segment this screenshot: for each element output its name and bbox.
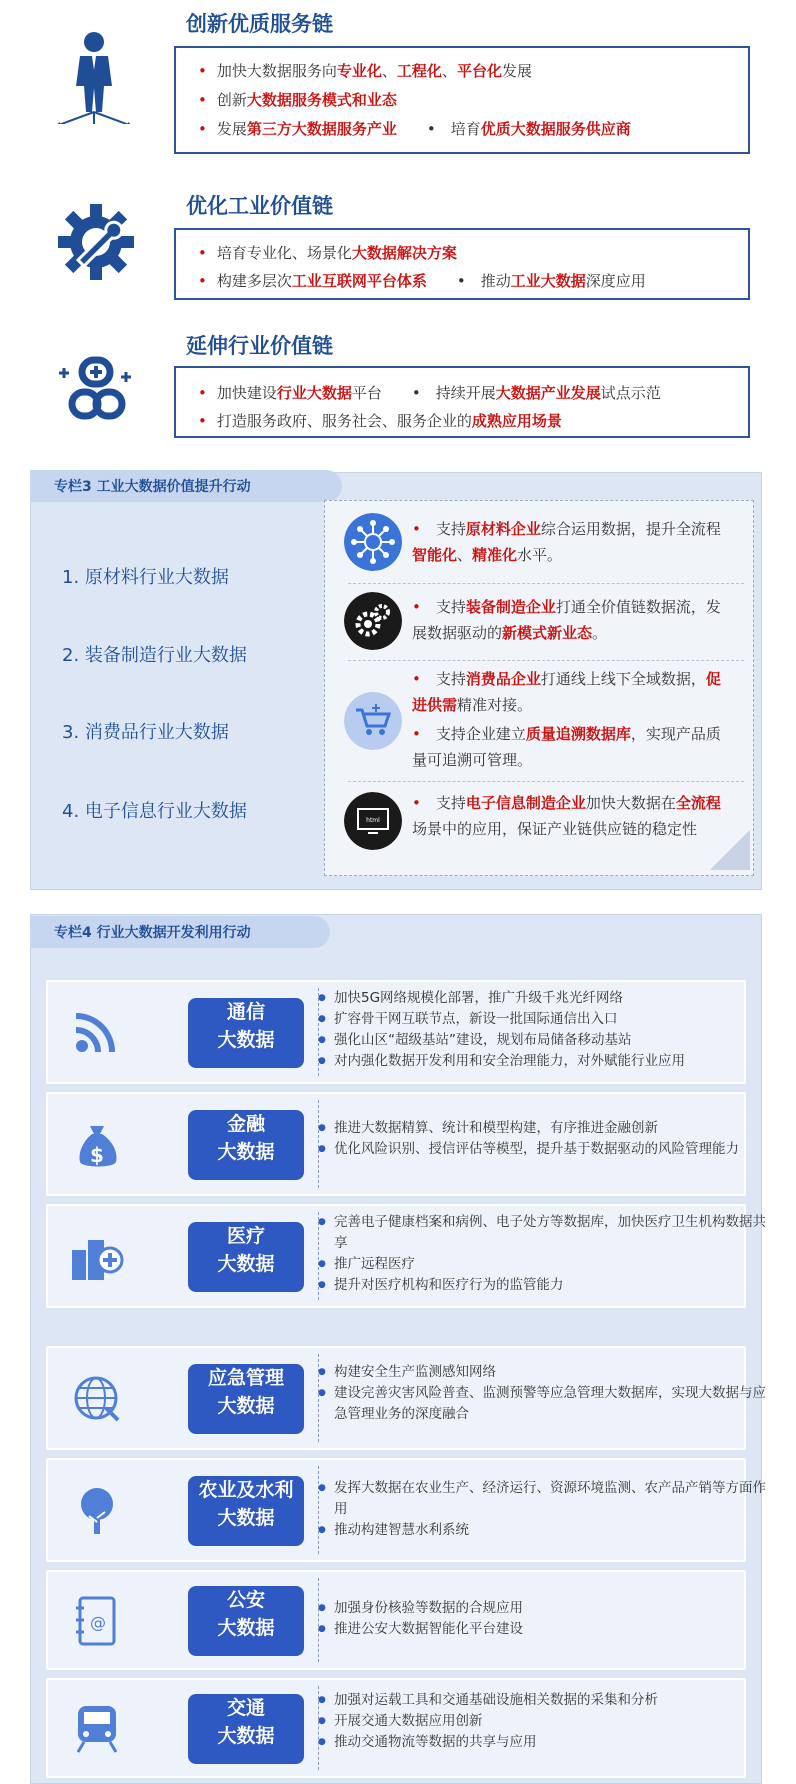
row-items: ● 加快5G网络规模化部署，推广升级千兆光纤网络 ● 扩容骨干网互联节点，新设一批国际通信出入口 ● 强化山区“超级基站”建设，规划布局储备移动基站 ● 对内强化数据开发利用和安全治理能力，对外赋能行业应用 [318,988,768,1072]
column3-header [30,470,342,502]
row-transport [46,1678,746,1778]
svg-text:$: $ [90,1143,104,1167]
divider [348,583,744,584]
html-monitor-icon [344,792,402,850]
row-label: 交通 大数据 [188,1694,304,1764]
column3-item: 2. 装备制造行业大数据 [62,645,247,666]
row-label: 公安 大数据 [188,1586,304,1656]
row-label: 农业及水利 大数据 [188,1476,304,1546]
column3-detail-text: • 支持消费品企业打通线上线下全域数据，促进供需精准对接。 [412,670,721,714]
chain-line: • 创新大数据服务模式和业态 [198,91,397,109]
chain-title: 优化工业价值链 [186,194,333,218]
money-bag-icon [70,1118,124,1172]
row-label: 医疗 大数据 [188,1222,304,1292]
row-label: 金融 大数据 [188,1110,304,1180]
divider [348,660,744,661]
chain-line: • 培育专业化、场景化大数据解决方案 [198,244,457,262]
svg-text:html: html [366,817,380,824]
chain-plus-icon [58,356,138,422]
column3-detail-text: • 支持原材料企业综合运用数据，提升全流程智能化、精准化水平。 [412,520,721,564]
gears-icon [344,592,402,650]
row-agriculture [46,1458,766,1562]
chain-line: • 构建多层次工业互联网平台体系 • 推动工业大数据深度应用 [198,272,646,290]
column4-header [30,916,330,948]
row-items: ● 构建安全生产监测感知网络 ● 建设完善灾害风险普查、监测预警等应急管理大数据库，实现大数据与应急管理业务的深度融合 [318,1362,768,1425]
column3-item: 1. 原材料行业大数据 [62,567,229,588]
row-label: 应急管理 大数据 [188,1364,304,1434]
row-items: ● 推进大数据精算、统计和模型构建，有序推进金融创新 ● 优化风险识别、授信评估等模型，提升基于数据驱动的风险管理能力 [318,1118,768,1160]
row-label: 通信 大数据 [188,998,304,1068]
signal-icon [70,1004,124,1058]
chain-line: • 加快大数据服务向专业化、工程化、平台化发展 [198,62,532,80]
row-public-security [46,1570,746,1670]
svg-text:@: @ [90,1613,106,1632]
chain-title: 延伸行业价值链 [186,334,333,358]
chain-line: • 加快建设行业大数据平台 • 持续开展大数据产业发展试点示范 [198,384,661,402]
row-medical [46,1204,766,1308]
network-globe-icon [344,513,402,571]
row-emergency [46,1346,766,1450]
row-items: ● 完善电子健康档案和病例、电子处方等数据库，加快医疗卫生机构数据共享 ● 推广远程医疗 ● 提升对医疗机构和医疗行为的监管能力 [318,1212,768,1296]
column3-header-text: 专栏3 工业大数据价值提升行动 [54,479,251,495]
column3-detail-text: • 支持企业建立质量追溯数据库，实现产品质量可追溯可管理。 [412,725,721,769]
chain-line: • 打造服务政府、服务社会、服务企业的成熟应用场景 [198,412,562,430]
tree-icon [70,1484,124,1538]
chain-title: 创新优质服务链 [186,12,333,36]
column3-detail-text: • 支持装备制造企业打通全价值链数据流，发展数据驱动的新模式新业态。 [412,598,721,642]
column3-item: 4. 电子信息行业大数据 [62,801,247,822]
gear-wrench-icon [54,200,138,284]
column4-header-text: 专栏4 行业大数据开发利用行动 [54,925,251,941]
globe-shield-icon [70,1372,124,1426]
row-telecom [46,980,746,1084]
row-items: ● 加强身份核验等数据的合规应用 ● 推进公安大数据智能化平台建设 [318,1598,768,1640]
divider [348,781,744,782]
row-items: ● 加强对运载工具和交通基础设施相关数据的采集和分析 ● 开展交通大数据应用创新 ● 推动交通物流等数据的共享与应用 [318,1690,768,1753]
row-items: ● 发挥大数据在农业生产、经济运行、资源环境监测、农产品产销等方面作用 ● 推动构建智慧水利系统 [318,1478,768,1541]
train-icon [70,1700,124,1754]
column3-item: 3. 消费品行业大数据 [62,722,229,743]
address-book-icon [70,1594,124,1648]
hospital-icon [70,1230,124,1284]
person-arrows-icon [46,28,142,124]
shopping-cart-icon [344,692,402,750]
column3-detail-text: • 支持电子信息制造企业加快大数据在全流程场景中的应用，保证产业链供应链的稳定性 [412,794,721,838]
chain-line: • 发展第三方大数据服务产业 • 培育优质大数据服务供应商 [198,120,631,138]
row-finance [46,1092,746,1196]
